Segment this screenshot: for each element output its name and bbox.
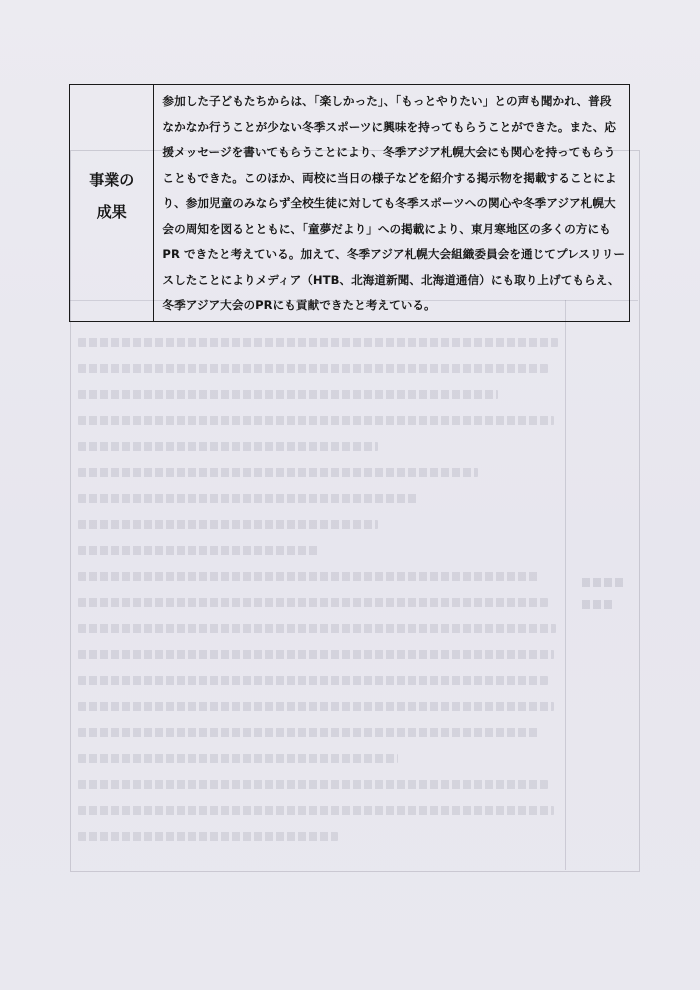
bleed-through-text	[78, 416, 554, 425]
bleed-through-text	[78, 624, 556, 633]
results-text-line: り、参加児童のみならず全校生徒に対しても冬季スポーツへの関心や冬季アジア札幌大	[162, 196, 616, 210]
bleed-through-text	[78, 676, 548, 685]
results-label-line-1: 事業の	[89, 171, 135, 189]
bleed-through-side-label	[582, 600, 614, 609]
results-text-line: 会の周知を図るとともに、「童夢だより」への掲載により、東月寒地区の多くの方にも	[162, 221, 611, 236]
results-label-line-2: 成果	[96, 203, 127, 221]
bleed-through-text	[78, 806, 554, 815]
bleed-through-text	[78, 338, 558, 347]
bleed-through-text	[78, 364, 548, 373]
bleed-through-text	[78, 754, 398, 763]
results-text-line: 参加した子どもたちからは、「楽しかった」、「もっとやりたい」との声も聞かれ、普段	[162, 94, 612, 108]
bleed-through-text	[78, 520, 378, 529]
results-text-line: こともできた。このほか、両校に当日の様子などを紹介する掲示物を掲載することによ	[162, 170, 617, 185]
results-text-line: スしたことによりメディア（HTB、北海道新聞、北海道通信）にも取り上げてもらえ、	[162, 272, 620, 287]
bleed-through-text	[78, 598, 548, 607]
project-results-table	[69, 84, 630, 322]
bleed-through-text	[78, 650, 554, 659]
bleed-through-text	[78, 468, 478, 477]
results-text-line: なかなか行うことが少ない冬季スポーツに興味を持ってもらうことができた。また、応	[162, 119, 617, 134]
bleed-through-text	[78, 546, 318, 555]
bleed-through-text	[78, 832, 338, 841]
bleed-through-text	[78, 728, 538, 737]
bleed-through-side-label	[582, 578, 624, 587]
results-text-line: PR できたと考えている。加えて、冬季アジア札幌大会組織委員会を通じてプレスリリー	[162, 247, 625, 261]
bleed-through-text	[78, 390, 498, 399]
results-label-cell	[70, 85, 154, 321]
bleed-through-text	[78, 442, 378, 451]
bleed-through-column-line	[565, 300, 566, 870]
results-text-line: 援メッセージを書いてもらうことにより、冬季アジア札幌大会にも関心を持ってもらう	[162, 145, 616, 159]
results-text-line: 冬季アジア大会のPRにも貢献できたと考えている。	[162, 298, 436, 312]
results-content-cell	[154, 85, 629, 321]
bleed-through-text	[78, 494, 418, 503]
bleed-through-text	[78, 702, 554, 711]
bleed-through-text	[78, 572, 538, 581]
bleed-through-text	[78, 780, 548, 789]
